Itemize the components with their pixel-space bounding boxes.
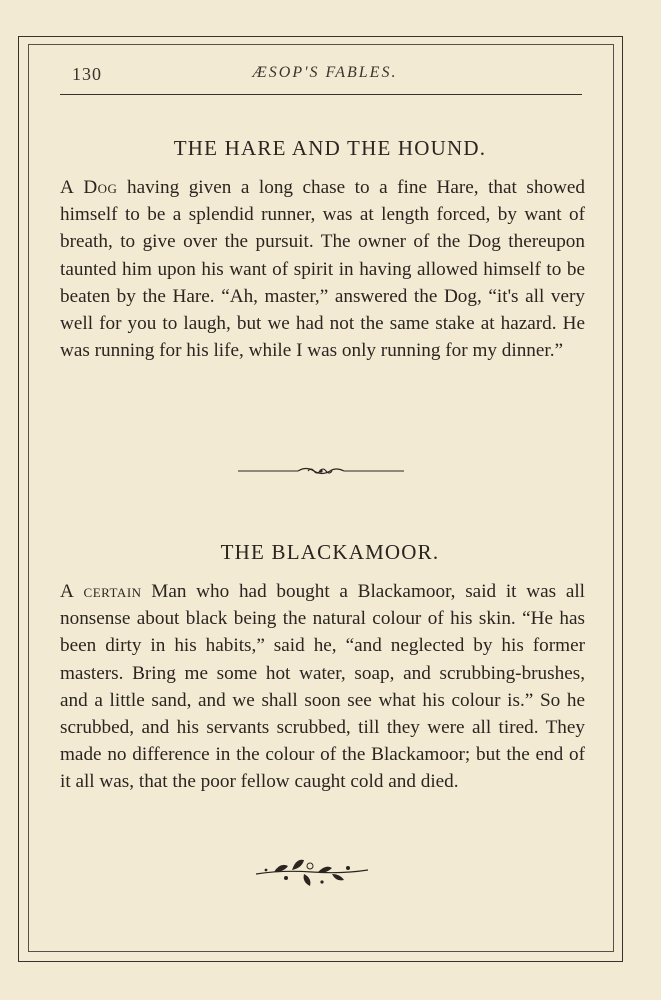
fable-title-hare-and-hound: THE HARE AND THE HOUND. bbox=[173, 136, 487, 160]
running-title: ÆSOP'S FABLES. bbox=[252, 64, 398, 81]
opening-words: A certain bbox=[60, 581, 142, 602]
fable-body: Man who had bought a Blackamoor, said it was all nonsense about black being the natural colour of his skin. “He has been dirty in his habits,” said he, “and neglected by his former masters. Bring me some hot water, soap, and scrubbing-brushes, and a little sand, and we shall soon see what his colour is.” So he scrubbed, and his servants scrubbed, till they were all tired. They made no difference in the colour of the Blackamoor; but the end of it all was, that the poor fellow caught cold and died. bbox=[60, 581, 586, 793]
page-number: 130 bbox=[72, 64, 102, 84]
line-flourish-icon bbox=[236, 462, 406, 480]
fable-title-blackamoor: THE BLACKAMOOR. bbox=[220, 540, 440, 564]
floral-tailpiece-icon bbox=[252, 852, 372, 890]
opening-words: A Dog bbox=[60, 177, 118, 198]
fable-body: having given a long chase to a fine Hare, that showed himself to be a splendid runner, was at length forced, by want of breath, to give over the pursuit. The owner of the Dog thereupon taunted him upon his want of spirit in having allowed himself to be beaten by the Hare. “Ah, master,” answered the Dog, “it's all very well for you to laugh, but we had not the same stake at hazard. He was running for his life, while I was only running for my dinner.” bbox=[60, 177, 585, 362]
fable-text-blackamoor bbox=[60, 578, 585, 796]
page-header bbox=[60, 62, 590, 86]
header-rule bbox=[60, 94, 582, 95]
fable-text-hare-and-hound bbox=[60, 174, 585, 364]
